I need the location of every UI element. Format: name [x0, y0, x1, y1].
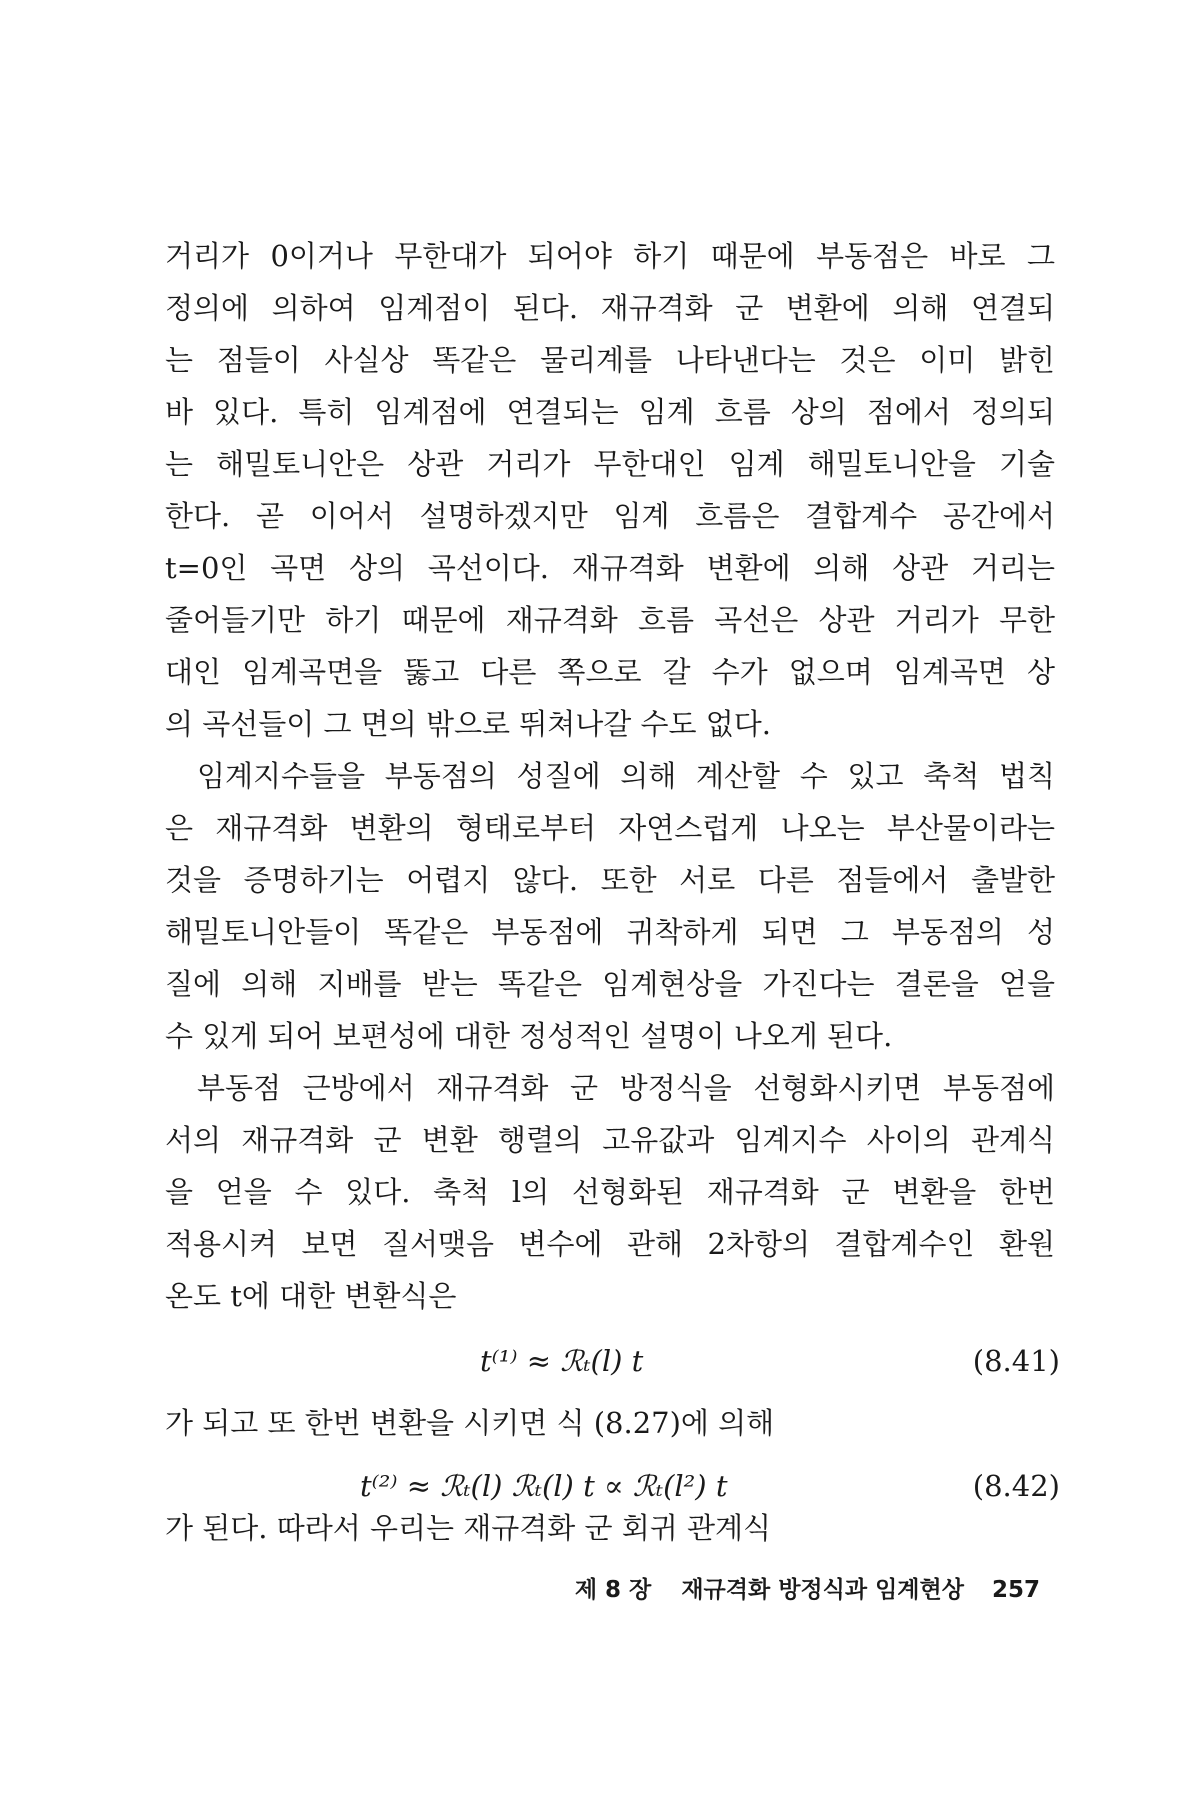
text-line: 수 있게 되어 보편성에 대한 정성적인 설명이 나오게 된다. — [165, 1019, 893, 1053]
text-line: 해밀토니안들이 똑같은 부동점에 귀착하게 되면 그 부동점의 성 — [165, 915, 1055, 949]
footer-title: 재규격화 방정식과 임계현상 — [681, 1577, 964, 1603]
page-number: 257 — [991, 1577, 1040, 1603]
paragraph-start-line: 임계지수들을 부동점의 성질에 의해 계산할 수 있고 축척 법칙 — [197, 759, 1055, 793]
text-line: 의 곡선들이 그 면의 밖으로 뛰쳐나갈 수도 없다. — [165, 707, 772, 741]
equation-8-41: t⁽¹⁾ ≈ ℛₜ(l) t — [480, 1344, 644, 1378]
equation-number-8-41: (8.41) — [972, 1344, 1060, 1378]
text-line: t=0인 곡면 상의 곡선이다. 재규격화 변환에 의해 상관 거리는 — [165, 551, 1055, 585]
equation-8-42: t⁽²⁾ ≈ ℛₜ(l) ℛₜ(l) t ∝ ℛₜ(l²) t — [360, 1469, 728, 1503]
text-line: 줄어들기만 하기 때문에 재규격화 흐름 곡선은 상관 거리가 무한 — [165, 603, 1055, 637]
text-line: 가 되고 또 한번 변환을 시키면 식 (8.27)에 의해 — [165, 1406, 775, 1440]
text-line: 적용시켜 보면 질서맺음 변수에 관해 2차항의 결합계수인 환원 — [165, 1227, 1055, 1261]
footer-chapter: 제 8 장 — [574, 1577, 652, 1603]
paragraph-start-line: 부동점 근방에서 재규격화 군 방정식을 선형화시키면 부동점에 — [197, 1071, 1055, 1105]
text-line: 거리가 0이거나 무한대가 되어야 하기 때문에 부동점은 바로 그 — [165, 239, 1055, 273]
page-footer — [500, 1570, 1040, 1610]
text-line: 대인 임계곡면을 뚫고 다른 쪽으로 갈 수가 없으며 임계곡면 상 — [165, 655, 1055, 689]
text-line: 바 있다. 특히 임계점에 연결되는 임계 흐름 상의 점에서 정의되 — [165, 395, 1055, 429]
text-line: 을 얻을 수 있다. 축척 l의 선형화된 재규격화 군 변환을 한번 — [165, 1175, 1055, 1209]
text-line: 정의에 의하여 임계점이 된다. 재규격화 군 변환에 의해 연결되 — [165, 291, 1055, 325]
text-line: 는 해밀토니안은 상관 거리가 무한대인 임계 해밀토니안을 기술 — [165, 447, 1055, 481]
text-line: 한다. 곧 이어서 설명하겠지만 임계 흐름은 결합계수 공간에서 — [165, 499, 1055, 533]
text-line: 것을 증명하기는 어렵지 않다. 또한 서로 다른 점들에서 출발한 — [165, 863, 1055, 897]
text-line: 은 재규격화 변환의 형태로부터 자연스럽게 나오는 부산물이라는 — [165, 811, 1055, 845]
text-line: 가 된다. 따라서 우리는 재규격화 군 회귀 관계식 — [165, 1511, 772, 1545]
equation-number-8-42: (8.42) — [972, 1469, 1060, 1503]
text-line: 서의 재규격화 군 변환 행렬의 고유값과 임계지수 사이의 관계식 — [165, 1123, 1055, 1157]
text-line: 질에 의해 지배를 받는 똑같은 임계현상을 가진다는 결론을 얻을 — [165, 967, 1055, 1001]
text-line: 온도 t에 대한 변환식은 — [165, 1279, 457, 1313]
text-line: 는 점들이 사실상 똑같은 물리계를 나타낸다는 것은 이미 밝힌 — [165, 343, 1055, 377]
